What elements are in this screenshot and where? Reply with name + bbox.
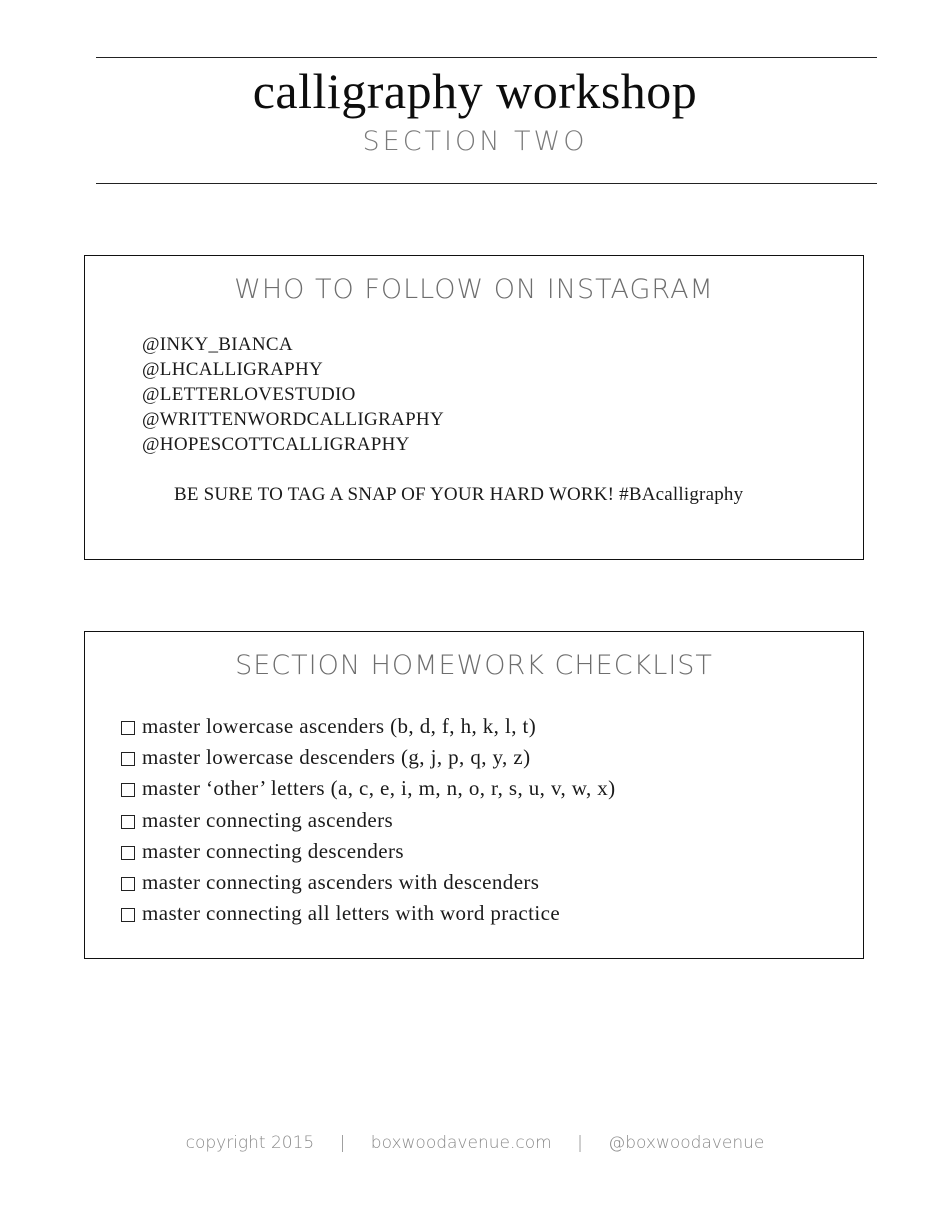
checklist-item-label: master lowercase ascenders (b, d, f, h, k, l, t)	[142, 714, 537, 739]
checklist-item-label: master lowercase descenders (g, j, p, q, y, z)	[142, 745, 531, 770]
checklist-item	[121, 742, 616, 773]
header-bottom-rule	[96, 183, 877, 184]
checklist-item	[121, 898, 616, 929]
footer-website-link[interactable]: boxwoodavenue.com	[370, 1133, 552, 1153]
footer-handle-link[interactable]: @boxwoodavenue	[608, 1133, 765, 1153]
instagram-account: @HOPESCOTTCALLIGRAPHY	[142, 434, 410, 455]
checklist-item	[121, 711, 616, 742]
checkbox[interactable]	[121, 846, 135, 860]
checkbox[interactable]	[121, 783, 135, 797]
checklist-item	[121, 836, 616, 867]
footer	[0, 1131, 950, 1155]
page-title: calligraphy workshop	[252, 63, 698, 119]
checkbox[interactable]	[121, 752, 135, 766]
instagram-account-list	[142, 332, 444, 457]
instagram-heading: WHO TO FOLLOW ON INSTAGRAM	[234, 274, 714, 305]
footer-separator: |	[339, 1133, 346, 1153]
homework-checklist-box	[84, 631, 864, 959]
homework-checklist	[121, 711, 616, 929]
checklist-item-label: master ‘other’ letters (a, c, e, i, m, n, o, r, s, u, v, w, x)	[142, 776, 616, 801]
page-subtitle: SECTION TWO	[362, 126, 588, 157]
footer-copyright: copyright 2015	[185, 1133, 315, 1153]
instagram-account: @LHCALLIGRAPHY	[142, 359, 324, 380]
checkbox[interactable]	[121, 721, 135, 735]
footer-separator: |	[577, 1133, 583, 1153]
tag-note: BE SURE TO TAG A SNAP OF YOUR HARD WORK! #BAcalligraphy	[174, 484, 744, 505]
instagram-account: @WRITTENWORDCALLIGRAPHY	[142, 409, 444, 430]
instagram-follow-box	[84, 255, 864, 560]
checklist-item-label: master connecting all letters with word practice	[142, 901, 561, 926]
checklist-item-label: master connecting ascenders	[142, 807, 394, 832]
instagram-account: @INKY_BIANCA	[142, 334, 293, 355]
checkbox[interactable]	[121, 815, 135, 829]
checklist-item	[121, 773, 616, 804]
checkbox[interactable]	[121, 908, 135, 922]
checklist-item-label: master connecting ascenders with descenders	[142, 870, 540, 895]
checklist-item	[121, 867, 616, 898]
instagram-account: @LETTERLOVESTUDIO	[142, 384, 356, 405]
homework-heading: SECTION HOMEWORK CHECKLIST	[235, 650, 713, 681]
checklist-item	[121, 805, 616, 836]
header-top-rule	[96, 57, 877, 58]
checkbox[interactable]	[121, 877, 135, 891]
checklist-item-label: master connecting descenders	[142, 838, 404, 863]
